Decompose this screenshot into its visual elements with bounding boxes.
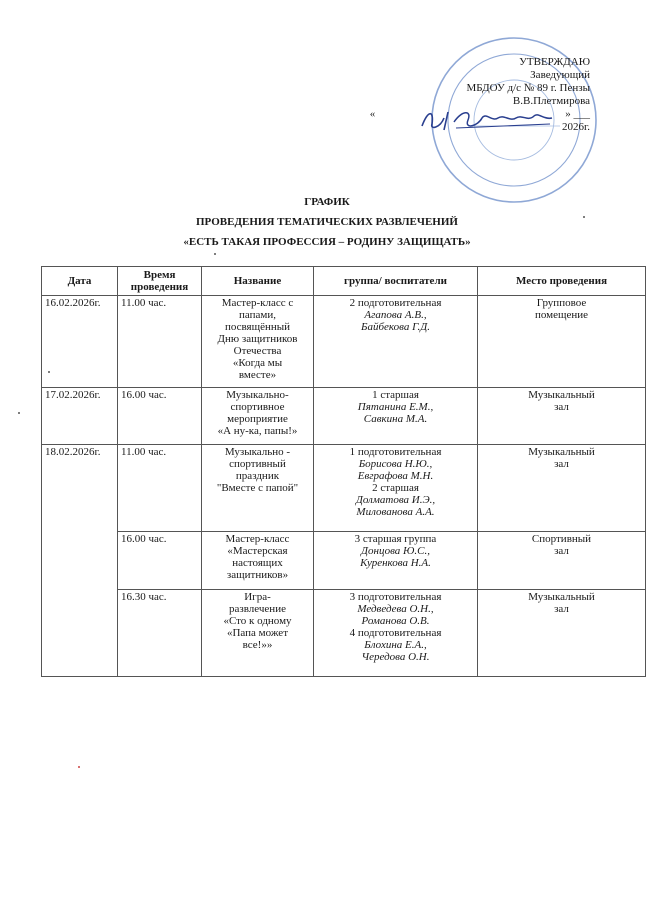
- scan-speck: [583, 216, 585, 218]
- cell-group: 1 старшая Пятанина Е.М., Савкина М.А.: [314, 388, 478, 445]
- cell-place: Групповое помещение: [478, 296, 646, 388]
- cell-group: 3 подготовительная Медведева О.Н., Романова О.В. 4 подготовительная Блохина Е.А., Чередова О.Н.: [314, 590, 478, 677]
- cell-place: Спортивный зал: [478, 532, 646, 590]
- cell-place: Музыкальный зал: [478, 445, 646, 532]
- cell-time: 11.00 час.: [118, 445, 202, 532]
- approval-date-open: «: [369, 108, 376, 120]
- approval-person: В.В.Плетмирова: [512, 95, 590, 107]
- cell-date: 18.02.2026г.: [42, 445, 118, 677]
- table-row: [42, 532, 646, 590]
- header-time: Время проведения: [118, 267, 202, 296]
- header-group: группа/ воспитатели: [314, 267, 478, 296]
- cell-name: Музыкально - спортивный праздник "Вместе с папой": [202, 445, 314, 532]
- cell-time: 11.00 час.: [118, 296, 202, 388]
- table-header-row: [42, 267, 646, 296]
- approval-organization: МБДОУ д/с № 89 г. Пензы: [466, 82, 590, 94]
- table-row: [42, 296, 646, 388]
- cell-group: 3 старшая группа Донцова Ю.С., Куренкова Н.А.: [314, 532, 478, 590]
- handwritten-signature: [418, 104, 558, 134]
- schedule-table: [41, 266, 646, 677]
- cell-name: Музыкально- спортивное мероприятие «А ну-ка, папы!»: [202, 388, 314, 445]
- header-place: Место проведения: [478, 267, 646, 296]
- document-heading: [0, 192, 654, 252]
- approval-position: Заведующий: [530, 69, 590, 81]
- approval-title: УТВЕРЖДАЮ: [519, 56, 590, 68]
- cell-place: Музыкальный зал: [478, 388, 646, 445]
- cell-name: Мастер-класс с папами, посвящённый Дню защитников Отечества «Когда мы вместе»: [202, 296, 314, 388]
- table-row: [42, 590, 646, 677]
- cell-time: 16.00 час.: [118, 532, 202, 590]
- table-row: [42, 388, 646, 445]
- heading-line-3: «ЕСТЬ ТАКАЯ ПРОФЕССИЯ – РОДИНУ ЗАЩИЩАТЬ»: [183, 236, 471, 248]
- cell-date: 17.02.2026г.: [42, 388, 118, 445]
- heading-line-1: ГРАФИК: [304, 196, 350, 208]
- scan-speck: [18, 412, 20, 414]
- cell-time: 16.00 час.: [118, 388, 202, 445]
- cell-name: Мастер-класс «Мастерская настоящих защитников»: [202, 532, 314, 590]
- header-date: Дата: [42, 267, 118, 296]
- cell-group: 2 подготовительная Агапова А.В., Байбекова Г.Д.: [314, 296, 478, 388]
- cell-place: Музыкальный зал: [478, 590, 646, 677]
- scan-speck: [214, 253, 216, 255]
- cell-name: Игра- развлечение «Сто к одному «Папа может все!»»: [202, 590, 314, 677]
- scan-speck: [78, 766, 80, 768]
- cell-time: 16.30 час.: [118, 590, 202, 677]
- table-row: [42, 445, 646, 532]
- heading-line-2: ПРОВЕДЕНИЯ ТЕМАТИЧЕСКИХ РАЗВЛЕЧЕНИЙ: [196, 216, 458, 228]
- cell-group: 1 подготовительная Борисова Н.Ю., Евграфова М.Н. 2 старшая Долматова И.Э., Милованова А.А.: [314, 445, 478, 532]
- approval-date-close: » ___ 2026г.: [561, 108, 590, 133]
- cell-date: 16.02.2026г.: [42, 296, 118, 388]
- header-name: Название: [202, 267, 314, 296]
- scan-speck: [48, 371, 50, 373]
